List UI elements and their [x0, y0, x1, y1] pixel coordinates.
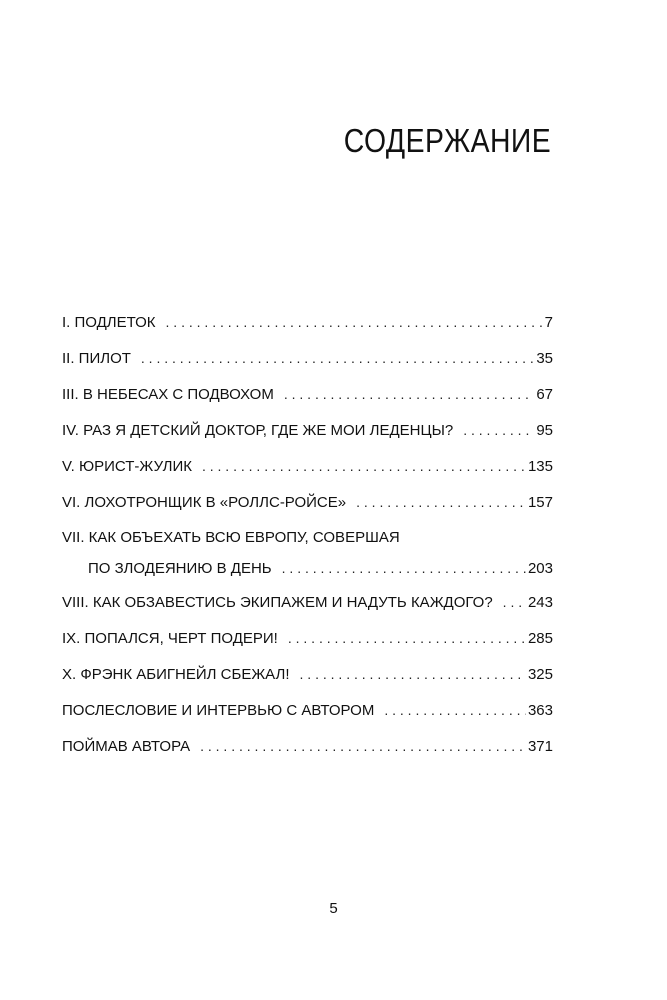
- toc-entry-title: VI. ЛОХОТРОНЩИК В «РОЛЛС-РОЙСЕ»: [62, 494, 347, 511]
- page-title: СОДЕРЖАНИЕ: [343, 122, 551, 159]
- toc-entry-page: 285: [527, 630, 553, 647]
- table-of-contents: [62, 307, 553, 767]
- toc-entry-title: IV. РАЗ Я ДЕТСКИЙ ДОКТОР, ГДЕ ЖЕ МОИ ЛЕДЕНЦЫ?: [62, 422, 454, 439]
- dot-leader: [356, 487, 526, 517]
- toc-entry-title: III. В НЕБЕСАХ С ПОДВОХОМ: [62, 386, 274, 403]
- dot-leader: [282, 553, 526, 583]
- toc-entry-page: 157: [527, 494, 553, 511]
- toc-entry-title: X. ФРЭНК АБИГНЕЙЛ СБЕЖАЛ!: [62, 666, 290, 683]
- toc-entry[interactable]: [62, 343, 553, 379]
- toc-entry-page: 325: [527, 666, 553, 683]
- toc-entry[interactable]: [62, 587, 553, 623]
- toc-entry[interactable]: [62, 659, 553, 695]
- toc-entry-page: 7: [544, 314, 553, 331]
- toc-entry[interactable]: [62, 623, 553, 659]
- toc-entry-page: 203: [527, 560, 553, 577]
- toc-entry[interactable]: [62, 731, 553, 767]
- toc-entry-title-continued: ПО ЗЛОДЕЯНИЮ В ДЕНЬ: [88, 560, 272, 577]
- toc-entry[interactable]: [62, 307, 553, 343]
- toc-entry-title: ПОСЛЕСЛОВИЕ И ИНТЕРВЬЮ С АВТОРОМ: [62, 702, 375, 719]
- toc-entry-page: 371: [527, 738, 553, 755]
- toc-entry-page: 135: [527, 458, 553, 475]
- dot-leader: [141, 343, 534, 373]
- dot-leader: [200, 731, 526, 761]
- dot-leader: [202, 451, 526, 481]
- toc-entry[interactable]: [62, 415, 553, 451]
- toc-entry[interactable]: [62, 451, 553, 487]
- toc-entry-page: 95: [536, 422, 553, 439]
- dot-leader: [384, 695, 526, 725]
- toc-entry-title: I. ПОДЛЕТОК: [62, 314, 156, 331]
- toc-entry-page: 363: [527, 702, 553, 719]
- dot-leader: [300, 659, 526, 689]
- toc-entry-title: II. ПИЛОТ: [62, 350, 131, 367]
- dot-leader: [463, 415, 534, 445]
- toc-entry[interactable]: [62, 487, 553, 523]
- toc-entry-title: VIII. КАК ОБЗАВЕСТИСЬ ЭКИПАЖЕМ И НАДУТЬ КАЖДОГО?: [62, 594, 493, 611]
- dot-leader: [288, 623, 526, 653]
- toc-entry-page: 243: [527, 594, 553, 611]
- toc-entry[interactable]: [62, 379, 553, 415]
- toc-entry-page: 67: [536, 386, 553, 403]
- dot-leader: [284, 379, 534, 409]
- dot-leader: [166, 307, 543, 337]
- toc-entry-title: V. ЮРИСТ-ЖУЛИК: [62, 458, 192, 475]
- toc-entry-title: IX. ПОПАЛСЯ, ЧЕРТ ПОДЕРИ!: [62, 630, 278, 647]
- toc-entry[interactable]: [62, 695, 553, 731]
- page-number: 5: [329, 900, 338, 917]
- toc-entry-page: 35: [536, 350, 553, 367]
- toc-entry[interactable]: [62, 523, 553, 587]
- toc-entry-title: ПОЙМАВ АВТОРА: [62, 738, 191, 755]
- dot-leader: [503, 587, 526, 617]
- toc-entry-title: VII. КАК ОБЪЕХАТЬ ВСЮ ЕВРОПУ, СОВЕРШАЯ: [62, 529, 400, 546]
